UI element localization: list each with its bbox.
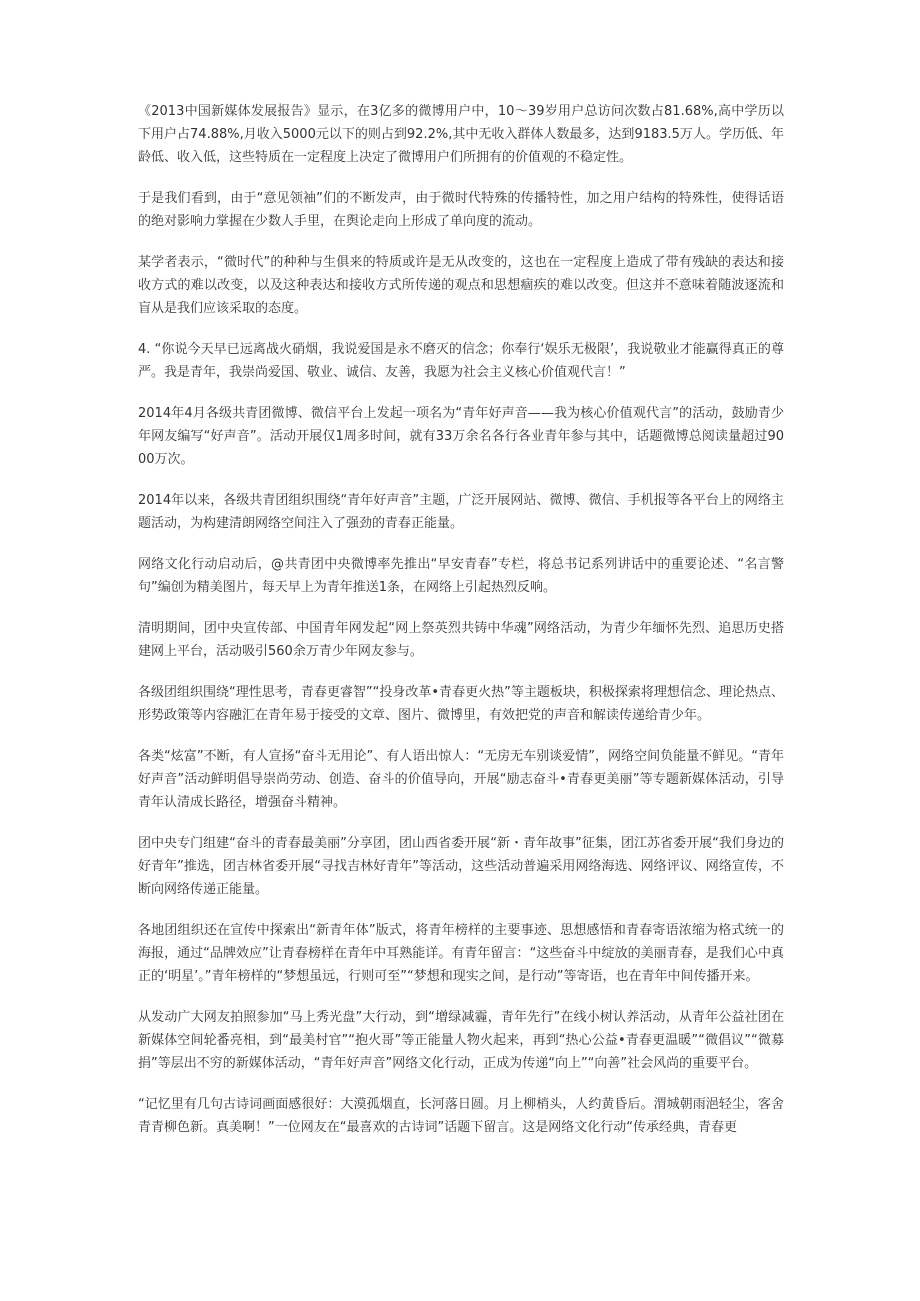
- paragraph-12: 各地团组织还在宣传中探索出“新青年体”版式，将青年榜样的主要事迹、思想感悟和青春寄语浓缩为格式统一的海报，通过“品牌效应”让青春榜样在青年中耳熟能详。有青年留言：“这些奋斗中绽放的美丽青春，是我们心中真正的‘明星’。”青年榜样的“梦想虽远，行则可至”“梦想和现实之间，是行动”等寄语，也在青年中间传播开来。: [138, 923, 784, 984]
- paragraph-6: 2014年以来，各级共青团组织围绕“青年好声音”主题，广泛开展网站、微博、微信、手机报等各平台上的网络主题活动，为构建清朗网络空间注入了强劲的青春正能量。: [138, 493, 784, 531]
- paragraph-14: “记忆里有几句古诗词画面感很好：大漠孤烟直，长河落日圆。月上柳梢头，人约黄昏后。渭城朝雨浥轻尘，客舍青青柳色新。真美啊！”一位网友在“最喜欢的古诗词”话题下留言。这是网络文化行动“传承经典，青春更: [138, 1097, 784, 1135]
- paragraph-9: 各级团组织围绕“理性思考，青春更睿智”“投身改革•青春更火热”等主题板块，积极探索将理想信念、理论热点、形势政策等内容融汇在青年易于接受的文章、图片、微博里，有效把党的声音和解读传递给青少年。: [138, 685, 784, 723]
- paragraph-10: 各类“炫富”不断，有人宣扬“奋斗无用论”、有人语出惊人：“无房无车别谈爱情”，网络空间负能量不鲜见。“青年好声音”活动鲜明倡导崇尚劳动、创造、奋斗的价值导向，开展“励志奋斗•青春更美丽”等专题新媒体活动，引导青年认清成长路径，增强奋斗精神。: [138, 749, 784, 810]
- paragraph-4: 4. “你说今天早已远离战火硝烟，我说爱国是永不磨灭的信念；你奉行‘娱乐无极限’，我说敬业才能赢得真正的尊严。我是青年，我崇尚爱国、敬业、诚信、友善，我愿为社会主义核心价值观代言！”: [138, 342, 784, 380]
- paragraph-5: 2014年4月各级共青团微博、微信平台上发起一项名为“青年好声音——我为核心价值观代言”的活动，鼓励青少年网友编写“好声音”。活动开展仅1周多时间，就有33万余名各行各业青年参与其中，话题微博总阅读量超过9000万次。: [138, 406, 784, 467]
- paragraph-7: 网络文化行动启动后，@共青团中央微博率先推出“早安青春”专栏，将总书记系列讲话中的重要论述、“名言警句”编创为精美图片，每天早上为青年推送1条，在网络上引起热烈反响。: [138, 557, 784, 595]
- paragraph-13: 从发动广大网友拍照参加“马上秀光盘”大行动，到“增绿减霾，青年先行”在线小树认养活动，从青年公益社团在新媒体空间轮番亮相，到“最美村官”“抱火哥”等正能量人物火起来，再到“热心公益•青春更温暖”“微倡议”“微募捐”等层出不穷的新媒体活动，“青年好声音”网络文化行动，正成为传递“向上”“向善”社会风尚的重要平台。: [138, 1010, 784, 1071]
- paragraph-11: 团中央专门组建“奋斗的青春最美丽”分享团，团山西省委开展“新・青年故事”征集，团江苏省委开展“我们身边的好青年”推选，团吉林省委开展“寻找吉林好青年”等活动，这些活动普遍采用网络海选、网络评议、网络宣传，不断向网络传递正能量。: [138, 836, 784, 897]
- paragraph-1: 《2013中国新媒体发展报告》显示，在3亿多的微博用户中，10～39岁用户总访问次数占81.68%,高中学历以下用户占74.88%,月收入5000元以下的则占到92.2%,其中无收入群体人数最多，达到9183.5万人。学历低、年龄低、收入低，这些特质在一定程度上决定了微博用户们所拥有的价值观的不稳定性。: [138, 104, 784, 165]
- paragraph-8: 清明期间，团中央宣传部、中国青年网发起“网上祭英烈共铸中华魂”网络活动，为青少年缅怀先烈、追思历史搭建网上平台，活动吸引560余万青少年网友参与。: [138, 621, 784, 659]
- paragraph-2: 于是我们看到，由于“意见领袖”们的不断发声，由于微时代特殊的传播特性，加之用户结构的特殊性，使得话语的绝对影响力掌握在少数人手里，在舆论走向上形成了单向度的流动。: [138, 191, 784, 229]
- paragraph-3: 某学者表示，“微时代”的种种与生俱来的特质或许是无从改变的，这也在一定程度上造成了带有残缺的表达和接收方式的难以改变，以及这种表达和接收方式所传递的观点和思想痼疾的难以改变。但这并不意味着随波逐流和盲从是我们应该采取的态度。: [138, 255, 784, 316]
- document-page: [138, 100, 784, 1157]
